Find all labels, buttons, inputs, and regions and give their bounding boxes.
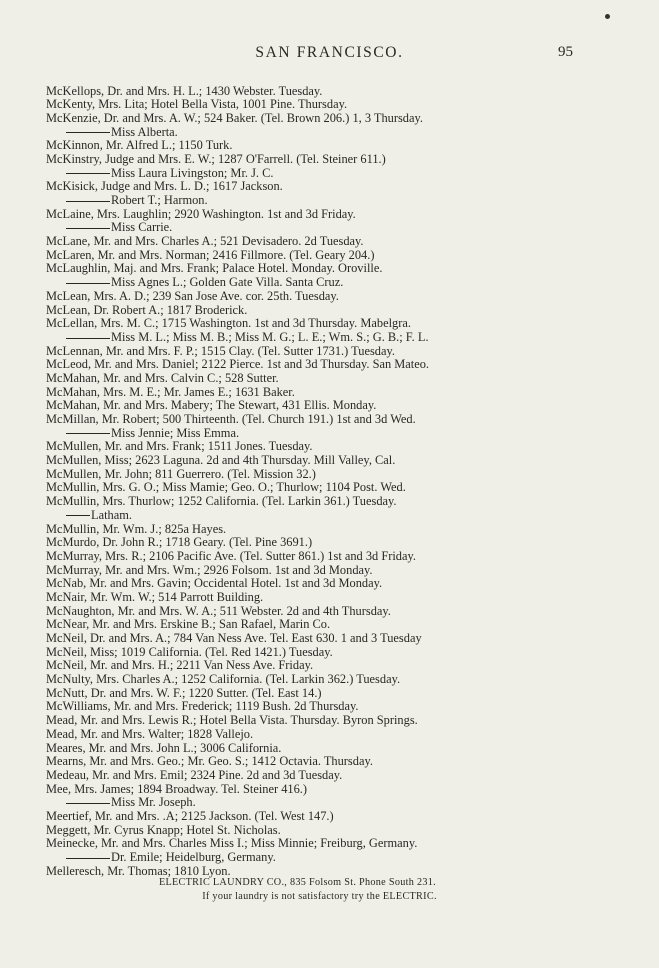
directory-entry [46, 577, 586, 591]
entry-text: McNair, Mr. Wm. W.; 514 Parrott Building. [46, 589, 264, 604]
ink-mark [605, 14, 610, 19]
entry-text: Melleresch, Mr. Thomas; 1810 Lyon. [46, 863, 231, 878]
directory-entry [46, 372, 586, 386]
directory-entry [46, 345, 586, 359]
entry-text: McLennan, Mr. and Mrs. F. P.; 1515 Clay. (Tel. Sutter 1731.) Tuesday. [46, 343, 395, 358]
directory-entry [46, 536, 586, 550]
entry-text: McNeil, Dr. and Mrs. A.; 784 Van Ness Ave. Tel. East 630. 1 and 3 Tuesday [46, 631, 422, 645]
directory-entry-continuation [46, 167, 586, 181]
entry-text: McNeil, Miss; 1019 California. (Tel. Red 1421.) Tuesday. [46, 644, 333, 659]
directory-entry [46, 714, 586, 728]
directory-entry-continuation [46, 331, 586, 345]
directory-entry [46, 687, 586, 701]
entry-text: Miss Agnes L.; Golden Gate Villa. Santa Cruz. [111, 275, 344, 290]
directory-entry [46, 235, 586, 249]
entry-text: McLean, Dr. Robert A.; 1817 Broderick. [46, 302, 248, 317]
entry-text: McMillan, Mr. Robert; 500 Thirteenth. (Tel. Church 191.) 1st and 3d Wed. [46, 412, 416, 426]
directory-entry [46, 317, 586, 331]
directory-entry [46, 700, 586, 714]
directory-entry [46, 646, 586, 660]
directory-entry-continuation [46, 796, 586, 810]
directory-entry [46, 180, 586, 194]
ditto-dash [66, 132, 110, 133]
entry-text: McNaughton, Mr. and Mrs. W. A.; 511 Webster. 2d and 4th Thursday. [46, 603, 391, 618]
entry-text: McKinnon, Mr. Alfred L.; 1150 Turk. [46, 138, 233, 153]
entry-text: McMahan, Mrs. M. E.; Mr. James E.; 1631 Baker. [46, 384, 295, 399]
directory-entry [46, 564, 586, 578]
directory-entry-continuation [46, 509, 586, 523]
ditto-dash [66, 433, 110, 434]
directory-entry-continuation [46, 221, 586, 235]
entry-text: Meertief, Mr. and Mrs. .A; 2125 Jackson. (Tel. West 147.) [46, 808, 334, 823]
entry-text: Miss Mr. Joseph. [111, 795, 196, 810]
entry-text: McNab, Mr. and Mrs. Gavin; Occidental Hotel. 1st and 3d Monday. [46, 576, 383, 591]
entry-text: McNutt, Dr. and Mrs. W. F.; 1220 Sutter. (Tel. East 14.) [46, 685, 322, 700]
entry-text: Miss Jennie; Miss Emma. [111, 425, 240, 440]
entry-text: McLellan, Mrs. M. C.; 1715 Washington. 1st and 3d Thursday. Mabelgra. [46, 316, 411, 331]
directory-entry [46, 673, 586, 687]
ditto-dash [66, 338, 110, 339]
directory-entry [46, 468, 586, 482]
ditto-dash [66, 858, 110, 859]
entry-text: McMullen, Mr. and Mrs. Frank; 1511 Jones. Tuesday. [46, 439, 313, 454]
directory-entry [46, 632, 586, 646]
directory-entry [46, 769, 586, 783]
directory-entry [46, 262, 586, 276]
entry-text: McMahan, Mr. and Mrs. Mabery; The Stewart, 431 Ellis. Monday. [46, 398, 377, 413]
directory-entry [46, 153, 586, 167]
directory-entry-continuation [46, 851, 586, 865]
entry-text: McMurdo, Dr. John R.; 1718 Geary. (Tel. Pine 3691.) [46, 535, 313, 550]
ditto-dash [66, 201, 110, 202]
entry-text: Medeau, Mr. and Mrs. Emil; 2324 Pine. 2d and 3d Tuesday. [46, 767, 343, 782]
entry-text: McLaughlin, Maj. and Mrs. Frank; Palace Hotel. Monday. Oroville. [46, 261, 383, 276]
page-title: SAN FRANCISCO. [255, 44, 404, 61]
entry-text: Dr. Emile; Heidelburg, Germany. [111, 850, 276, 864]
entry-text: McWilliams, Mr. and Mrs. Frederick; 1119 Bush. 2d Thursday. [46, 699, 359, 714]
entry-text: Meares, Mr. and Mrs. John L.; 3006 California. [46, 740, 282, 755]
entry-text: McLeod, Mr. and Mrs. Daniel; 2122 Pierce. 1st and 3d Thursday. San Mateo. [46, 357, 430, 372]
entry-text: McMullin, Mrs. Thurlow; 1252 California. (Tel. Larkin 361.) Tuesday. [46, 494, 397, 509]
directory-entry [46, 742, 586, 756]
entry-text: McMurray, Mr. and Mrs. Wm.; 2926 Folsom. 1st and 3d Monday. [46, 562, 373, 577]
entry-text: Latham. [91, 507, 132, 522]
directory-entry-continuation [46, 276, 586, 290]
page-number: 95 [558, 44, 573, 60]
directory-entry [46, 550, 586, 564]
directory-entry [46, 824, 586, 838]
entry-text: McNulty, Mrs. Charles A.; 1252 California. (Tel. Larkin 362.) Tuesday. [46, 672, 401, 687]
directory-entry [46, 783, 586, 797]
entry-text: Meggett, Mr. Cyrus Knapp; Hotel St. Nicholas. [46, 822, 281, 837]
entry-text: McMullen, Mr. John; 811 Guerrero. (Tel. Mission 32.) [46, 466, 316, 481]
entry-text: McMurray, Mrs. R.; 2106 Pacific Ave. (Tel. Sutter 861.) 1st and 3d Friday. [46, 548, 416, 563]
entry-text: McKinstry, Judge and Mrs. E. W.; 1287 O'Farrell. (Tel. Steiner 611.) [46, 151, 386, 166]
entry-text: McNear, Mr. and Mrs. Erskine B.; San Rafael, Marin Co. [46, 617, 331, 632]
entry-text: Miss Laura Livingston; Mr. J. C. [111, 165, 274, 180]
directory-entry [46, 591, 586, 605]
entry-text: McLean, Mrs. A. D.; 239 San Jose Ave. cor. 25th. Tuesday. [46, 288, 339, 303]
directory-entry [46, 139, 586, 153]
ditto-dash [66, 803, 110, 804]
entry-text: Mearns, Mr. and Mrs. Geo.; Mr. Geo. S.; 1412 Octavia. Thursday. [46, 754, 373, 769]
directory-entry [46, 304, 586, 318]
directory-entry [46, 98, 586, 112]
entry-text: Miss Carrie. [111, 220, 173, 235]
entry-text: Mee, Mrs. James; 1894 Broadway. Tel. Steiner 416.) [46, 781, 308, 796]
directory-entry [46, 728, 586, 742]
entry-text: McLaine, Mrs. Laughlin; 2920 Washington. 1st and 3d Friday. [46, 206, 356, 221]
entry-text: McMullin, Mrs. G. O.; Miss Mamie; Geo. O.; Thurlow; 1104 Post. Wed. [46, 480, 406, 495]
entry-text: Miss Alberta. [111, 124, 178, 139]
entry-text: McLane, Mr. and Mrs. Charles A.; 521 Devisadero. 2d Tuesday. [46, 234, 364, 249]
directory-entry-continuation [46, 194, 586, 208]
directory-entry [46, 208, 586, 222]
entry-text: McLaren, Mr. and Mrs. Norman; 2416 Fillmore. (Tel. Geary 204.) [46, 247, 375, 262]
entry-text: McMullen, Miss; 2623 Laguna. 2d and 4th Thursday. Mill Valley, Cal. [46, 453, 396, 468]
directory-entry [46, 810, 586, 824]
entry-text: Miss M. L.; Miss M. B.; Miss M. G.; L. E.; Wm. S.; G. B.; F. L. [111, 329, 429, 344]
directory-entry [46, 495, 586, 509]
directory-entry [46, 413, 586, 427]
directory-entry-continuation [46, 427, 586, 441]
directory-entry [46, 440, 586, 454]
entry-text: McKenty, Mrs. Lita; Hotel Bella Vista, 1001 Pine. Thursday. [46, 97, 348, 112]
entry-text: Mead, Mr. and Mrs. Lewis R.; Hotel Bella Vista. Thursday. Byron Springs. [46, 713, 418, 728]
directory-entry [46, 454, 586, 468]
directory-entry [46, 618, 586, 632]
ditto-dash [66, 228, 110, 229]
entry-text: McMullin, Mr. Wm. J.; 825a Hayes. [46, 521, 227, 536]
directory-entry [46, 358, 586, 372]
directory-entry [46, 399, 586, 413]
entry-text: Mead, Mr. and Mrs. Walter; 1828 Vallejo. [46, 726, 254, 741]
entry-text: Meinecke, Mr. and Mrs. Charles Miss I.; Miss Minnie; Freiburg, Germany. [46, 836, 418, 851]
directory-entries [46, 85, 586, 879]
directory-entry [46, 386, 586, 400]
directory-entry [46, 85, 586, 99]
directory-entry [46, 837, 586, 851]
directory-entry [46, 605, 586, 619]
entry-text: McKenzie, Dr. and Mrs. A. W.; 524 Baker. (Tel. Brown 206.) 1, 3 Thursday. [46, 110, 423, 125]
entry-text: McNeil, Mr. and Mrs. H.; 2211 Van Ness Ave. Friday. [46, 658, 314, 673]
directory-entry-continuation [46, 126, 586, 140]
footer-line-1: ELECTRIC LAUNDRY CO., 835 Folsom St. Phone South 231. [158, 877, 437, 888]
directory-entry [46, 755, 586, 769]
directory-entry [46, 523, 586, 537]
footer-line-2: If your laundry is not satisfactory try the ELECTRIC. [202, 891, 437, 902]
entry-text: McKisick, Judge and Mrs. L. D.; 1617 Jackson. [46, 179, 283, 194]
entry-text: McMahan, Mr. and Mrs. Calvin C.; 528 Sutter. [46, 370, 279, 385]
directory-entry [46, 481, 586, 495]
directory-entry [46, 659, 586, 673]
entry-text: Robert T.; Harmon. [111, 193, 208, 207]
ditto-dash [66, 173, 110, 174]
directory-entry [46, 112, 586, 126]
ditto-dash [66, 515, 90, 516]
page-header [0, 44, 659, 66]
ditto-dash [66, 283, 110, 284]
directory-entry [46, 290, 586, 304]
advertisement-footer [0, 876, 659, 904]
entry-text: McKellops, Dr. and Mrs. H. L.; 1430 Webster. Tuesday. [46, 83, 323, 98]
directory-entry [46, 249, 586, 263]
